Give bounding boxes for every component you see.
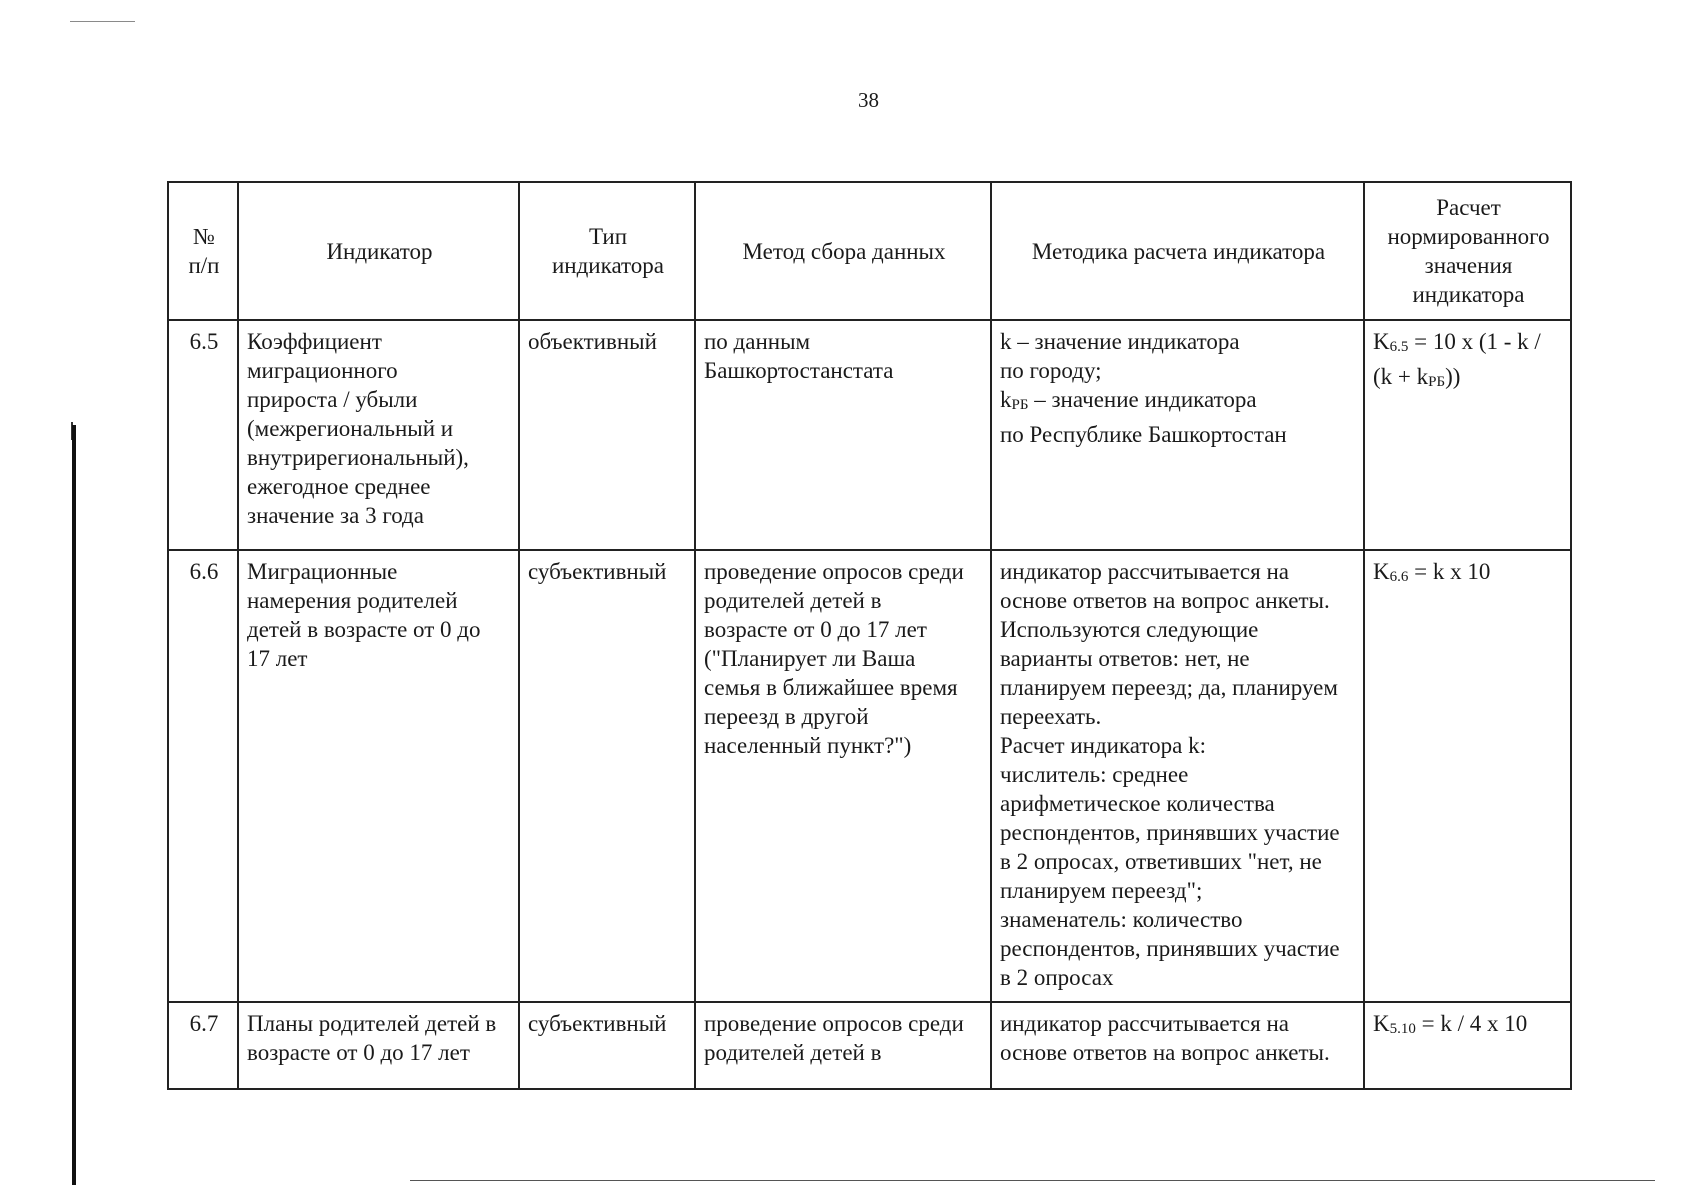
row-num: 6.7 [168, 1002, 238, 1089]
header-calc-method: Методика расчета индикатора [991, 182, 1364, 320]
row-num: 6.6 [168, 550, 238, 1002]
table-row [168, 320, 1571, 550]
row-type: субъективный [519, 1002, 695, 1089]
row-calc-method: индикатор рассчитывается на основе ответов на вопрос анкеты. Используются следующие варианты ответов: нет, не планируем переезд; да, планируем переехать. Расчет индикатора k: числитель: среднее арифметическое количества респондентов, принявших участие в 2 опросах, ответивших "нет, не планируем переезд"; знаменатель: количество респондентов, принявших участие в 2 опросах [991, 550, 1364, 1002]
row-normalized: $K_{6.5} = 10$ x (1 - k / $(k + k_{РБ})$) [1364, 320, 1571, 550]
header-indicator: Индикатор [238, 182, 519, 320]
row-num: 6.5 [168, 320, 238, 550]
top-left-dash [70, 21, 135, 22]
row-method: проведение опросов среди родителей детей в возрасте от 0 до 17 лет ("Планирует ли Ваша семья в ближайшее время переезд в другой населенный пункт?") [695, 550, 991, 1002]
row-indicator: Планы родителей детей в возрасте от 0 до 17 лет [238, 1002, 519, 1089]
row-method: по данным Башкортостанстата [695, 320, 991, 550]
header-num: № п/п [168, 182, 238, 320]
table-row [168, 550, 1571, 1002]
row-indicator: Коэффициент миграционного прироста / убыли (межрегиональный и внутрирегиональный), ежегодное среднее значение за 3 года [238, 320, 519, 550]
row-calc-method: k – значение индикатора по городу; $k_{РБ}$ – значение индикатора по Республике Башкортостан [991, 320, 1364, 550]
row-method: проведение опросов среди родителей детей в [695, 1002, 991, 1089]
bottom-rule [410, 1180, 1655, 1181]
left-binding-bar [72, 425, 76, 1185]
indicator-table [167, 181, 1572, 1090]
row-normalized: $K_{5.10} = k / 4$ x 10 [1364, 1002, 1571, 1089]
header-normalized: Расчет нормированного значения индикатора [1364, 182, 1571, 320]
header-method: Метод сбора данных [695, 182, 991, 320]
row-type: субъективный [519, 550, 695, 1002]
row-calc-method: индикатор рассчитывается на основе ответов на вопрос анкеты. [991, 1002, 1364, 1089]
header-type: Тип индикатора [519, 182, 695, 320]
row-indicator: Миграционные намерения родителей детей в возрасте от 0 до 17 лет [238, 550, 519, 1002]
table-row [168, 1002, 1571, 1089]
row-type: объективный [519, 320, 695, 550]
table-header-row [168, 182, 1571, 320]
page-number: 38 [858, 88, 879, 112]
row-normalized: $K_{6.6} = k$ x 10 [1364, 550, 1571, 1002]
